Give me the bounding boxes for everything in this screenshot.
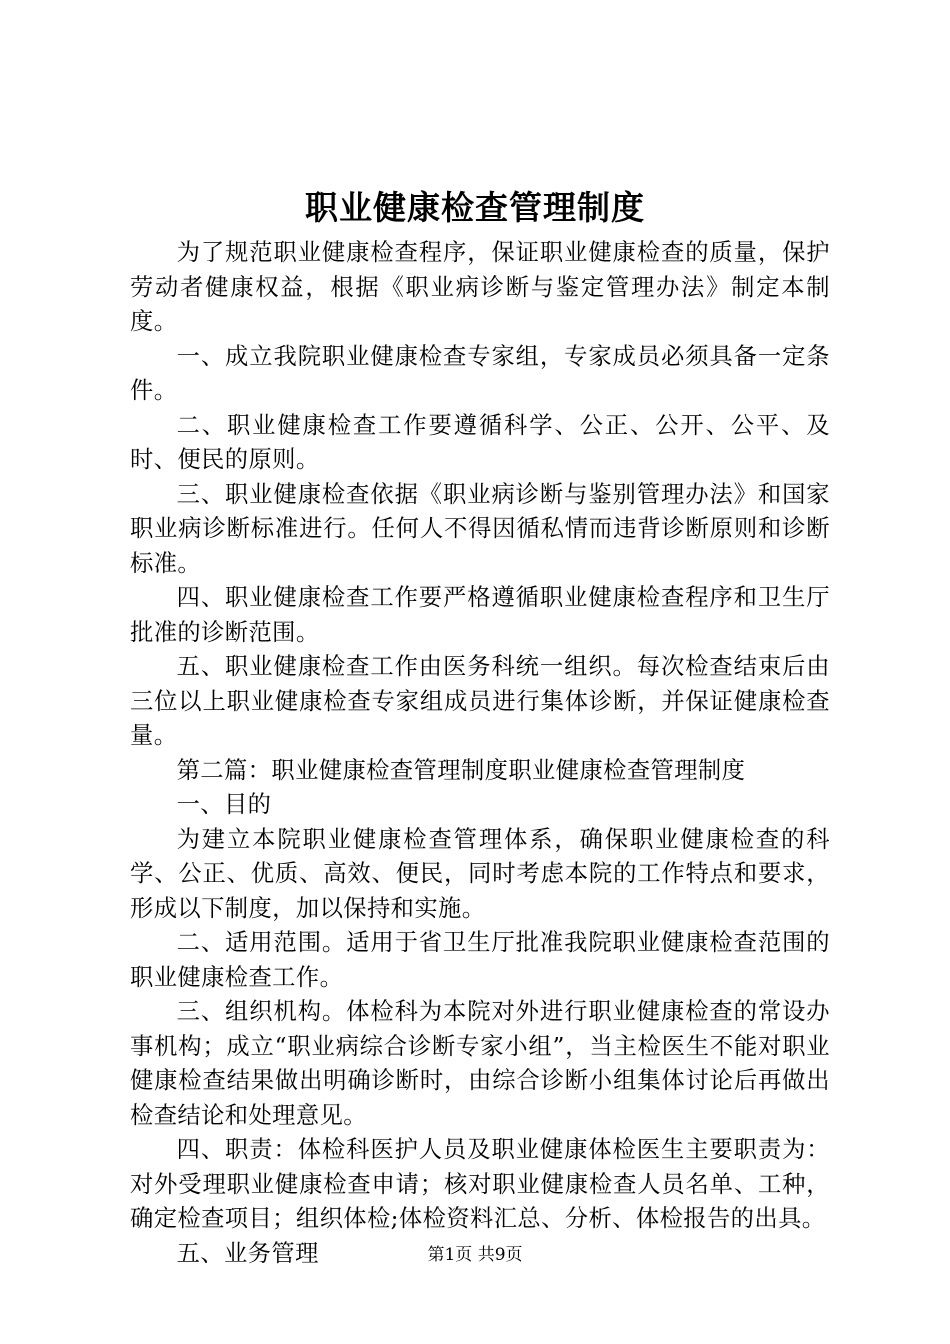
paragraph-intro: 为了规范职业健康检查程序，保证职业健康检查的质量，保护劳动者健康权益，根据《职业病诊断与鉴定管理办法》制定本制度。 (130, 239, 830, 335)
page-footer: 第1页 共9页 (427, 1245, 523, 1265)
document-body (130, 236, 830, 1271)
section-heading-part-two: 第二篇：职业健康检查管理制度职业健康检查管理制度 (176, 756, 746, 784)
section-heading-business: 五、业务管理 (176, 1239, 319, 1267)
paragraph-item-5: 五、职业健康检查工作由医务科统一组织。每次检查结束后由三位以上职业健康检查专家组成员进行集体诊断，并保证健康检查量。 (130, 653, 830, 749)
document-title: 职业健康检查管理制度 (305, 188, 645, 227)
section-heading-purpose: 一、目的 (176, 791, 272, 818)
paragraph-item-4: 四、职业健康检查工作要严格遵循职业健康检查程序和卫生厅批准的诊断范围。 (130, 584, 830, 646)
paragraph-duties: 四、职责：体检科医护人员及职业健康体检医生主要职责为：对外受理职业健康检查申请；核对职业健康检查人员名单、工种，确定检查项目；组织体检;体检资料汇总、分析、体检报告的出具。 (130, 1136, 830, 1232)
paragraph-purpose: 为建立本院职业健康检查管理体系，确保职业健康检查的科学、公正、优质、高效、便民，同时考虑本院的工作特点和要求，形成以下制度，加以保持和实施。 (130, 825, 830, 922)
paragraph-item-1: 一、成立我院职业健康检查专家组，专家成员必须具备一定条件。 (130, 342, 830, 404)
paragraph-item-3: 三、职业健康检查依据《职业病诊断与鉴别管理办法》和国家职业病诊断标准进行。任何人不得因循私情而违背诊断原则和诊断标准。 (130, 480, 830, 577)
paragraph-item-2: 二、职业健康检查工作要遵循科学、公正、公开、公平、及时、便民的原则。 (130, 411, 830, 473)
paragraph-scope: 二、适用范围。适用于省卫生厅批准我院职业健康检查范围的职业健康检查工作。 (130, 929, 830, 991)
paragraph-organization: 三、组织机构。体检科为本院对外进行职业健康检查的常设办事机构；成立“职业病综合诊断专家小组”，当主检医生不能对职业健康检查结果做出明确诊断时，由综合诊断小组集体讨论后再做出检查结论和处理意见。 (130, 998, 830, 1129)
